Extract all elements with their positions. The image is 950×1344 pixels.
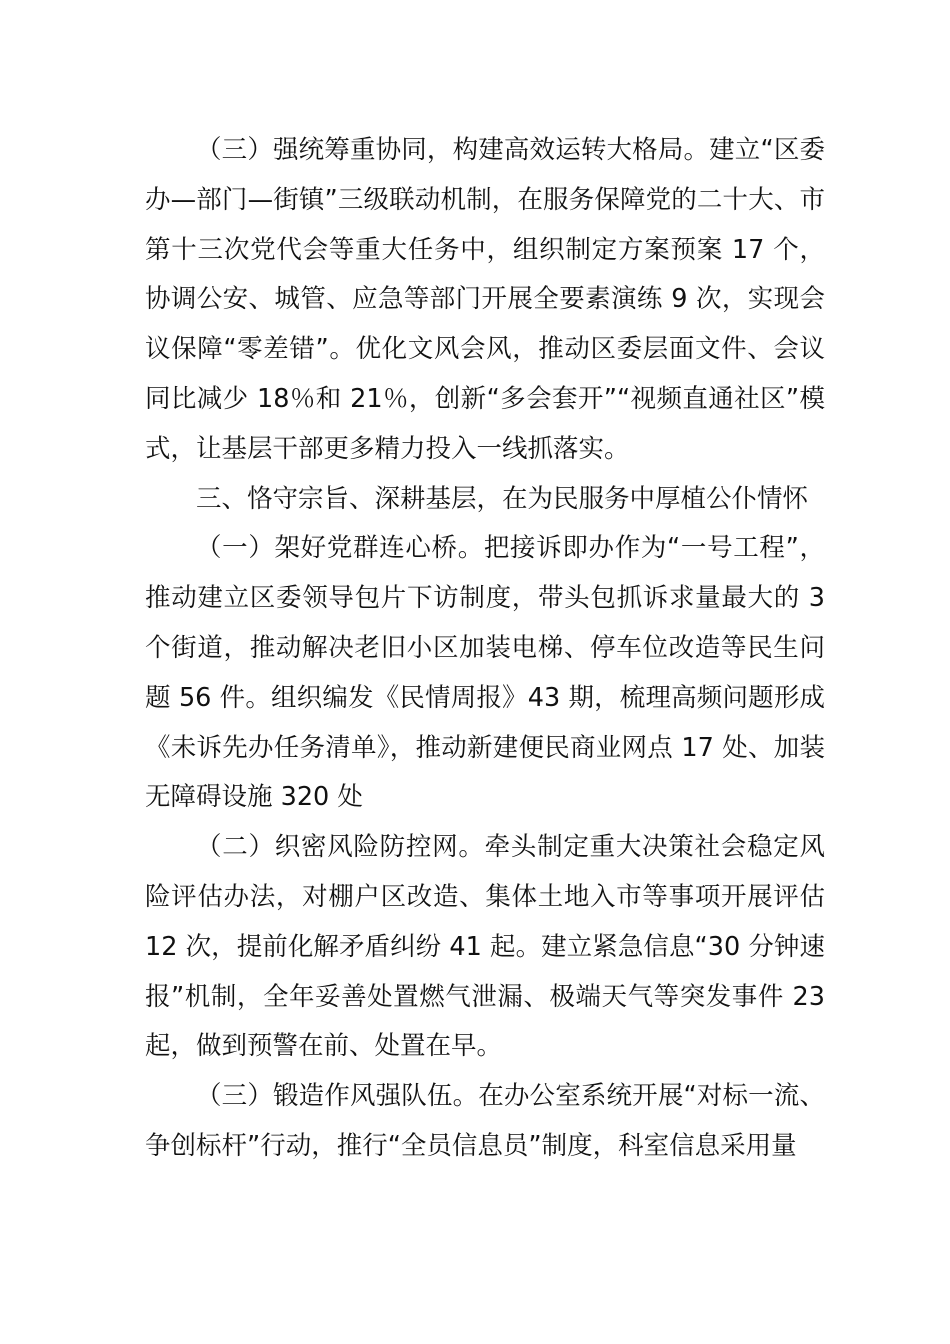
paragraph-section-3-coordination: （三）强统筹重协同，构建高效运转大格局。建立“区委办—部门—街镇”三级联动机制，在服务保障党的二十大、市第十三次党代会等重大任务中，组织制定方案预案 17 个，协调公安、城管、应急等部门开展全要素演练 9 次，实现会议保障“零差错”。优化文风会风，推动区委层面文件、会议同比减少 18％和 21％，创新“多会套开”“视频直通社区”模式，让基层干部更多精力投入一线抓落实。 — [145, 135, 825, 464]
paragraph-risk-control: （二）织密风险防控网。牵头制定重大决策社会稳定风险评估办法，对棚户区改造、集体土地入市等事项开展评估 12 次，提前化解矛盾纠纷 41 起。建立紧急信息“30 分钟速报”机制，全年妥善处置燃气泄漏、极端天气等突发事件 23 起，做到预警在前、处置在早。 — [145, 832, 825, 1062]
paragraph-party-mass-bridge: （一）架好党群连心桥。把接诉即办作为“一号工程”，推动建立区委领导包片下访制度，带头包抓诉求量最大的 3 个街道，推动解决老旧小区加装电梯、停车位改造等民生问题 56 件。组织编发《民情周报》43 期，梳理高频问题形成《未诉先办任务清单》，推动新建便民商业网点 17 处、加装无障碍设施 320 处 — [145, 533, 825, 813]
paragraph-team-style: （三）锻造作风强队伍。在办公室系统开展“对标一流、争创标杆”行动，推行“全员信息员”制度，科室信息采用量 — [145, 1081, 825, 1161]
section-heading-serve-people: 三、恪守宗旨、深耕基层，在为民服务中厚植公仆情怀 — [196, 483, 809, 514]
document-body — [145, 126, 825, 1172]
